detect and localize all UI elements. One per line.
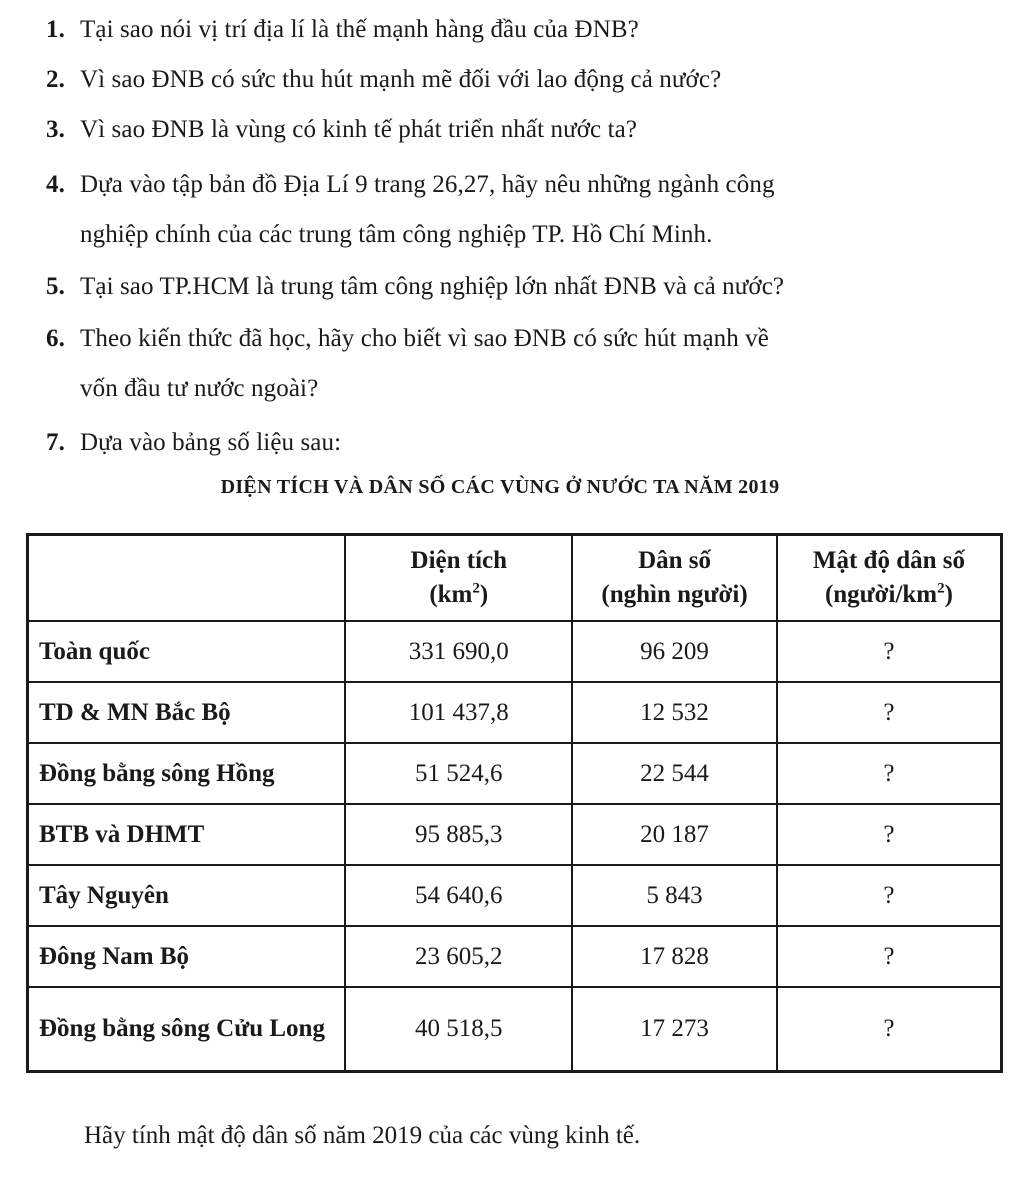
density-cell: ?: [777, 804, 1002, 865]
region-cell: Đồng bằng sông Hồng: [28, 743, 346, 804]
region-cell: Tây Nguyên: [28, 865, 346, 926]
population-cell: 20 187: [572, 804, 777, 865]
density-cell: ?: [777, 682, 1002, 743]
area-cell: 40 518,5: [345, 987, 572, 1072]
question-2: [46, 55, 1006, 105]
population-cell: 17 828: [572, 926, 777, 987]
table-row: [28, 865, 1002, 926]
data-table: [26, 533, 1003, 1073]
question-text-continued: nghiệp chính của các trung tâm công nghiệp TP. Hồ Chí Minh.: [80, 221, 713, 248]
header-population: [572, 535, 777, 622]
question-5: [46, 262, 1006, 312]
table-row: [28, 621, 1002, 682]
header-density-unit: (người/km: [824, 581, 938, 608]
question-text: Vì sao ĐNB là vùng có kinh tế phát triển nhất nước ta?: [80, 116, 638, 143]
region-cell: BTB và DHMT: [28, 804, 346, 865]
question-4: [46, 160, 1006, 248]
header-pop-unit: (nghìn người): [601, 581, 748, 608]
instruction-text: Hãy tính mật độ dân số năm 2019 của các vùng kinh tế.: [84, 1122, 641, 1149]
question-text: Dựa vào tập bản đồ Địa Lí 9 trang 26,27, hãy nêu những ngành công: [80, 171, 775, 198]
area-cell: 54 640,6: [345, 865, 572, 926]
area-cell: 51 524,6: [345, 743, 572, 804]
question-number: 1.: [46, 16, 65, 43]
area-cell: 23 605,2: [345, 926, 572, 987]
question-text-continued: vốn đầu tư nước ngoài?: [80, 375, 319, 402]
question-7: [46, 418, 1006, 468]
header-area-unit: (km: [429, 581, 473, 608]
table-row: [28, 743, 1002, 804]
region-cell: Đông Nam Bộ: [28, 926, 346, 987]
question-number: 6.: [46, 325, 65, 352]
density-cell: ?: [777, 987, 1002, 1072]
header-area-sup: 2: [472, 580, 480, 597]
table-row: [28, 804, 1002, 865]
table-row: [28, 926, 1002, 987]
area-cell: 101 437,8: [345, 682, 572, 743]
question-number: 5.: [46, 273, 65, 300]
question-number: 3.: [46, 116, 65, 143]
table-title: DIỆN TÍCH VÀ DÂN SỐ CÁC VÙNG Ở NƯỚC TA NĂM 2019: [220, 476, 780, 498]
question-number: 4.: [46, 171, 65, 198]
question-text: Tại sao nói vị trí địa lí là thế mạnh hàng đầu của ĐNB?: [80, 16, 639, 43]
question-3: [46, 105, 1006, 155]
header-density-line1: Mật độ dân số: [812, 547, 966, 574]
question-text: Theo kiến thức đã học, hãy cho biết vì sao ĐNB có sức hút mạnh về: [80, 325, 769, 352]
header-area: [345, 535, 572, 622]
density-cell: ?: [777, 926, 1002, 987]
region-cell: TD & MN Bắc Bộ: [28, 682, 346, 743]
population-cell: 96 209: [572, 621, 777, 682]
header-pop-line1: Dân số: [638, 547, 712, 574]
area-cell: 331 690,0: [345, 621, 572, 682]
density-cell: ?: [777, 743, 1002, 804]
table-row: [28, 987, 1002, 1072]
population-cell: 17 273: [572, 987, 777, 1072]
header-region: [28, 535, 346, 622]
question-number: 7.: [46, 429, 65, 456]
region-cell: Đồng bằng sông Cửu Long: [28, 987, 346, 1072]
header-area-end: ): [479, 581, 489, 608]
question-1: [46, 5, 1006, 55]
population-cell: 12 532: [572, 682, 777, 743]
question-6: [46, 314, 1006, 402]
table-header-row: [28, 535, 1002, 622]
density-cell: ?: [777, 621, 1002, 682]
population-cell: 5 843: [572, 865, 777, 926]
header-area-line1: Diện tích: [410, 547, 508, 574]
header-density: [777, 535, 1002, 622]
population-cell: 22 544: [572, 743, 777, 804]
question-text: Dựa vào bảng số liệu sau:: [80, 429, 342, 456]
question-text: Tại sao TP.HCM là trung tâm công nghiệp lớn nhất ĐNB và cả nước?: [80, 273, 785, 300]
area-cell: 95 885,3: [345, 804, 572, 865]
header-density-end: ): [944, 581, 953, 608]
header-density-sup: 2: [937, 580, 945, 597]
region-cell: Toàn quốc: [28, 621, 346, 682]
question-number: 2.: [46, 66, 65, 93]
question-text: Vì sao ĐNB có sức thu hút mạnh mẽ đối với lao động cả nước?: [80, 66, 722, 93]
density-cell: ?: [777, 865, 1002, 926]
table-row: [28, 682, 1002, 743]
